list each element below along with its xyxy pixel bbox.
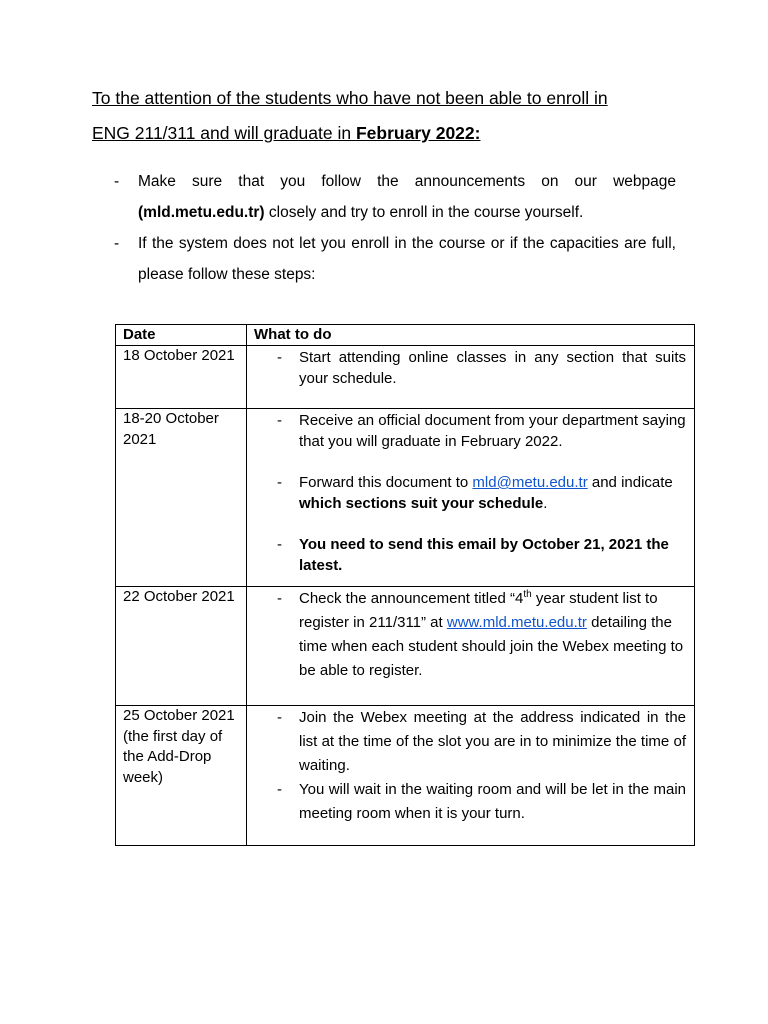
todo-text: .	[543, 495, 548, 512]
todo-cell	[247, 409, 695, 587]
bullet-bold-text: (mld.metu.edu.tr)	[138, 204, 265, 221]
todo-text: and indicate	[587, 474, 673, 491]
table-row	[116, 409, 695, 587]
todo-text: year student list to register in 211/311” at	[299, 590, 658, 631]
todo-cell	[247, 706, 695, 846]
todo-item	[254, 410, 687, 452]
list-item	[114, 166, 676, 228]
website-link[interactable]: www.mld.metu.edu.tr	[446, 614, 587, 631]
dash-bullet: -	[277, 590, 282, 607]
todo-text: You will wait in the waiting room and will be let in the main meeting room when it is your turn.	[299, 781, 686, 822]
todo-cell	[247, 587, 695, 706]
bullet-text: closely and try to enroll in the course yourself.	[264, 204, 584, 221]
todo-cell	[247, 346, 695, 409]
todo-item	[254, 472, 687, 514]
table-row	[116, 706, 695, 846]
dash-bullet: -	[277, 349, 282, 366]
email-link[interactable]: mld@metu.edu.tr	[472, 474, 588, 491]
instruction-list	[114, 166, 676, 290]
todo-text: Check the announcement titled “4	[299, 590, 524, 607]
table-row	[116, 587, 695, 706]
todo-text: Start attending online classes in any section that suits your schedule.	[299, 349, 686, 387]
list-item	[114, 228, 676, 290]
todo-text: Receive an official document from your department saying that you will graduate in February 2022.	[299, 412, 686, 450]
todo-item	[254, 534, 687, 576]
heading-line-1	[92, 88, 692, 109]
header-date: Date	[116, 325, 247, 346]
date-cell: 25 October 2021 (the first day of the Add-Drop week)	[116, 706, 247, 846]
bullet-text: Make sure that you follow the announcements on our webpage	[138, 173, 676, 190]
dash-bullet: -	[277, 412, 282, 429]
table-row	[116, 346, 695, 409]
todo-bold-text: which sections suit your schedule	[299, 495, 544, 512]
todo-text: detailing the time when each student should join the Webex meeting to be able to register.	[299, 614, 684, 679]
dash-bullet: -	[277, 709, 282, 726]
todo-item	[254, 347, 687, 389]
dash-bullet: -	[114, 173, 120, 190]
todo-item	[254, 587, 687, 683]
header-what-to-do: What to do	[247, 325, 695, 346]
todo-item	[254, 778, 687, 826]
dash-bullet: -	[114, 235, 120, 252]
todo-item	[254, 706, 687, 778]
date-cell: 18 October 2021	[116, 346, 247, 409]
todo-text: Join the Webex meeting at the address indicated in the list at the time of the slot you are in to minimize the time of waiting.	[299, 709, 686, 774]
heading-line-2-text: ENG 211/311 and will graduate in	[92, 123, 356, 143]
date-cell: 18-20 October 2021	[116, 409, 247, 587]
schedule-table	[115, 324, 695, 846]
heading-line-1-text: To the attention of the students who have not been able to enroll in	[92, 88, 608, 108]
dash-bullet: -	[277, 536, 282, 553]
dash-bullet: -	[277, 781, 282, 798]
superscript-text: th	[523, 589, 532, 600]
bullet-text: If the system does not let you enroll in the course or if the capacities are full, please follow these steps:	[138, 235, 676, 283]
table-header-row	[116, 325, 695, 346]
heading-line-2	[92, 123, 692, 144]
heading-line-2-bold: February 2022:	[355, 123, 481, 143]
dash-bullet: -	[277, 474, 282, 491]
todo-bold-text: You need to send this email by October 21, 2021 the latest.	[299, 536, 669, 574]
date-cell: 22 October 2021	[116, 587, 247, 706]
todo-text: Forward this document to	[299, 474, 473, 491]
